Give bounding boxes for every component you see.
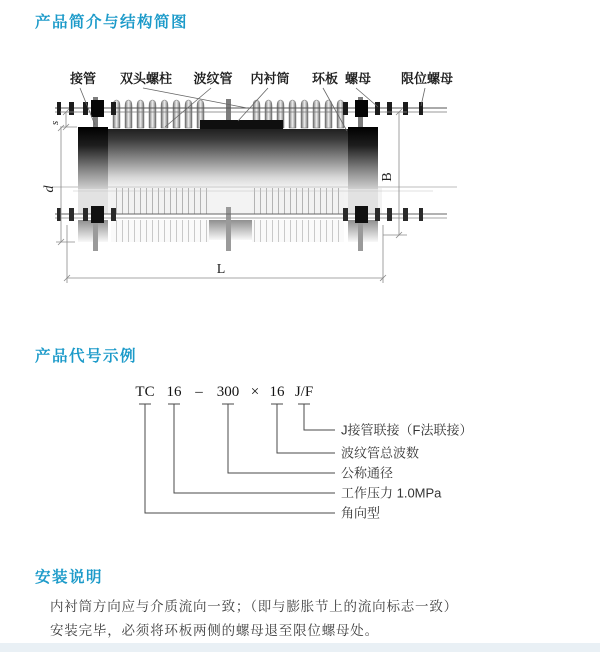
label-inner-liner: 内衬筒 [250,71,290,86]
connection-pipe-left [78,127,108,189]
dim-label-d: d [42,185,57,193]
dim-label-s: s [49,120,61,126]
code-token-connection: J/F [294,384,314,400]
code-annotations [341,423,472,521]
code-token-waves: 16 [269,384,285,400]
bellows-left [113,100,204,128]
label-bellows: 波纹管 [193,71,233,86]
code-connectors [139,404,335,513]
part-labels [69,71,453,86]
section-title-install: 安装说明 [35,569,104,586]
label-connection-pipe: 接管 [69,71,97,86]
dim-label-B: B [380,172,395,182]
section-title-intro: 产品简介与结构简图 [35,14,189,31]
connection-pipe-right [348,127,378,189]
install-instruction-line-1: 内衬筒方向应与介质流向一致；（即与膨胀节上的流向标志一致） [50,599,458,614]
expansion-joint-body [105,129,351,186]
code-token-times: × [250,384,260,400]
page-bottom-strip [0,643,600,652]
code-annotation-connection: J接管联接（F法联接） [341,422,473,438]
label-ring-plate: 环板 [311,71,339,86]
code-token-pressure: 16 [166,384,182,400]
code-annotation-type: 角向型 [341,505,381,521]
structure-diagram [25,65,485,315]
label-double-end-stud: 双头螺柱 [119,71,173,86]
code-token-diameter: 300 [216,384,240,400]
structure-diagram-svg [25,65,485,315]
code-token-dash: – [195,384,203,400]
top-tie-rod [55,100,447,117]
install-instruction-line-2: 安装完毕，必须将环板两侧的螺母退至限位螺母处。 [50,623,379,638]
dim-label-L: L [216,262,226,277]
product-code-svg [95,378,535,536]
section-title-code: 产品代号示例 [35,348,138,365]
label-limit-nut: 限位螺母 [400,71,454,86]
code-annotation-diameter: 公称通径 [341,465,394,481]
product-code-diagram [95,378,535,536]
code-annotation-waves: 波纹管总波数 [341,445,420,461]
inner-liner-cap [200,120,283,129]
code-tokens [135,384,313,400]
label-nut: 螺母 [344,71,372,86]
code-annotation-pressure: 工作压力 1.0MPa [341,485,442,501]
code-token-type: TC [135,384,155,400]
